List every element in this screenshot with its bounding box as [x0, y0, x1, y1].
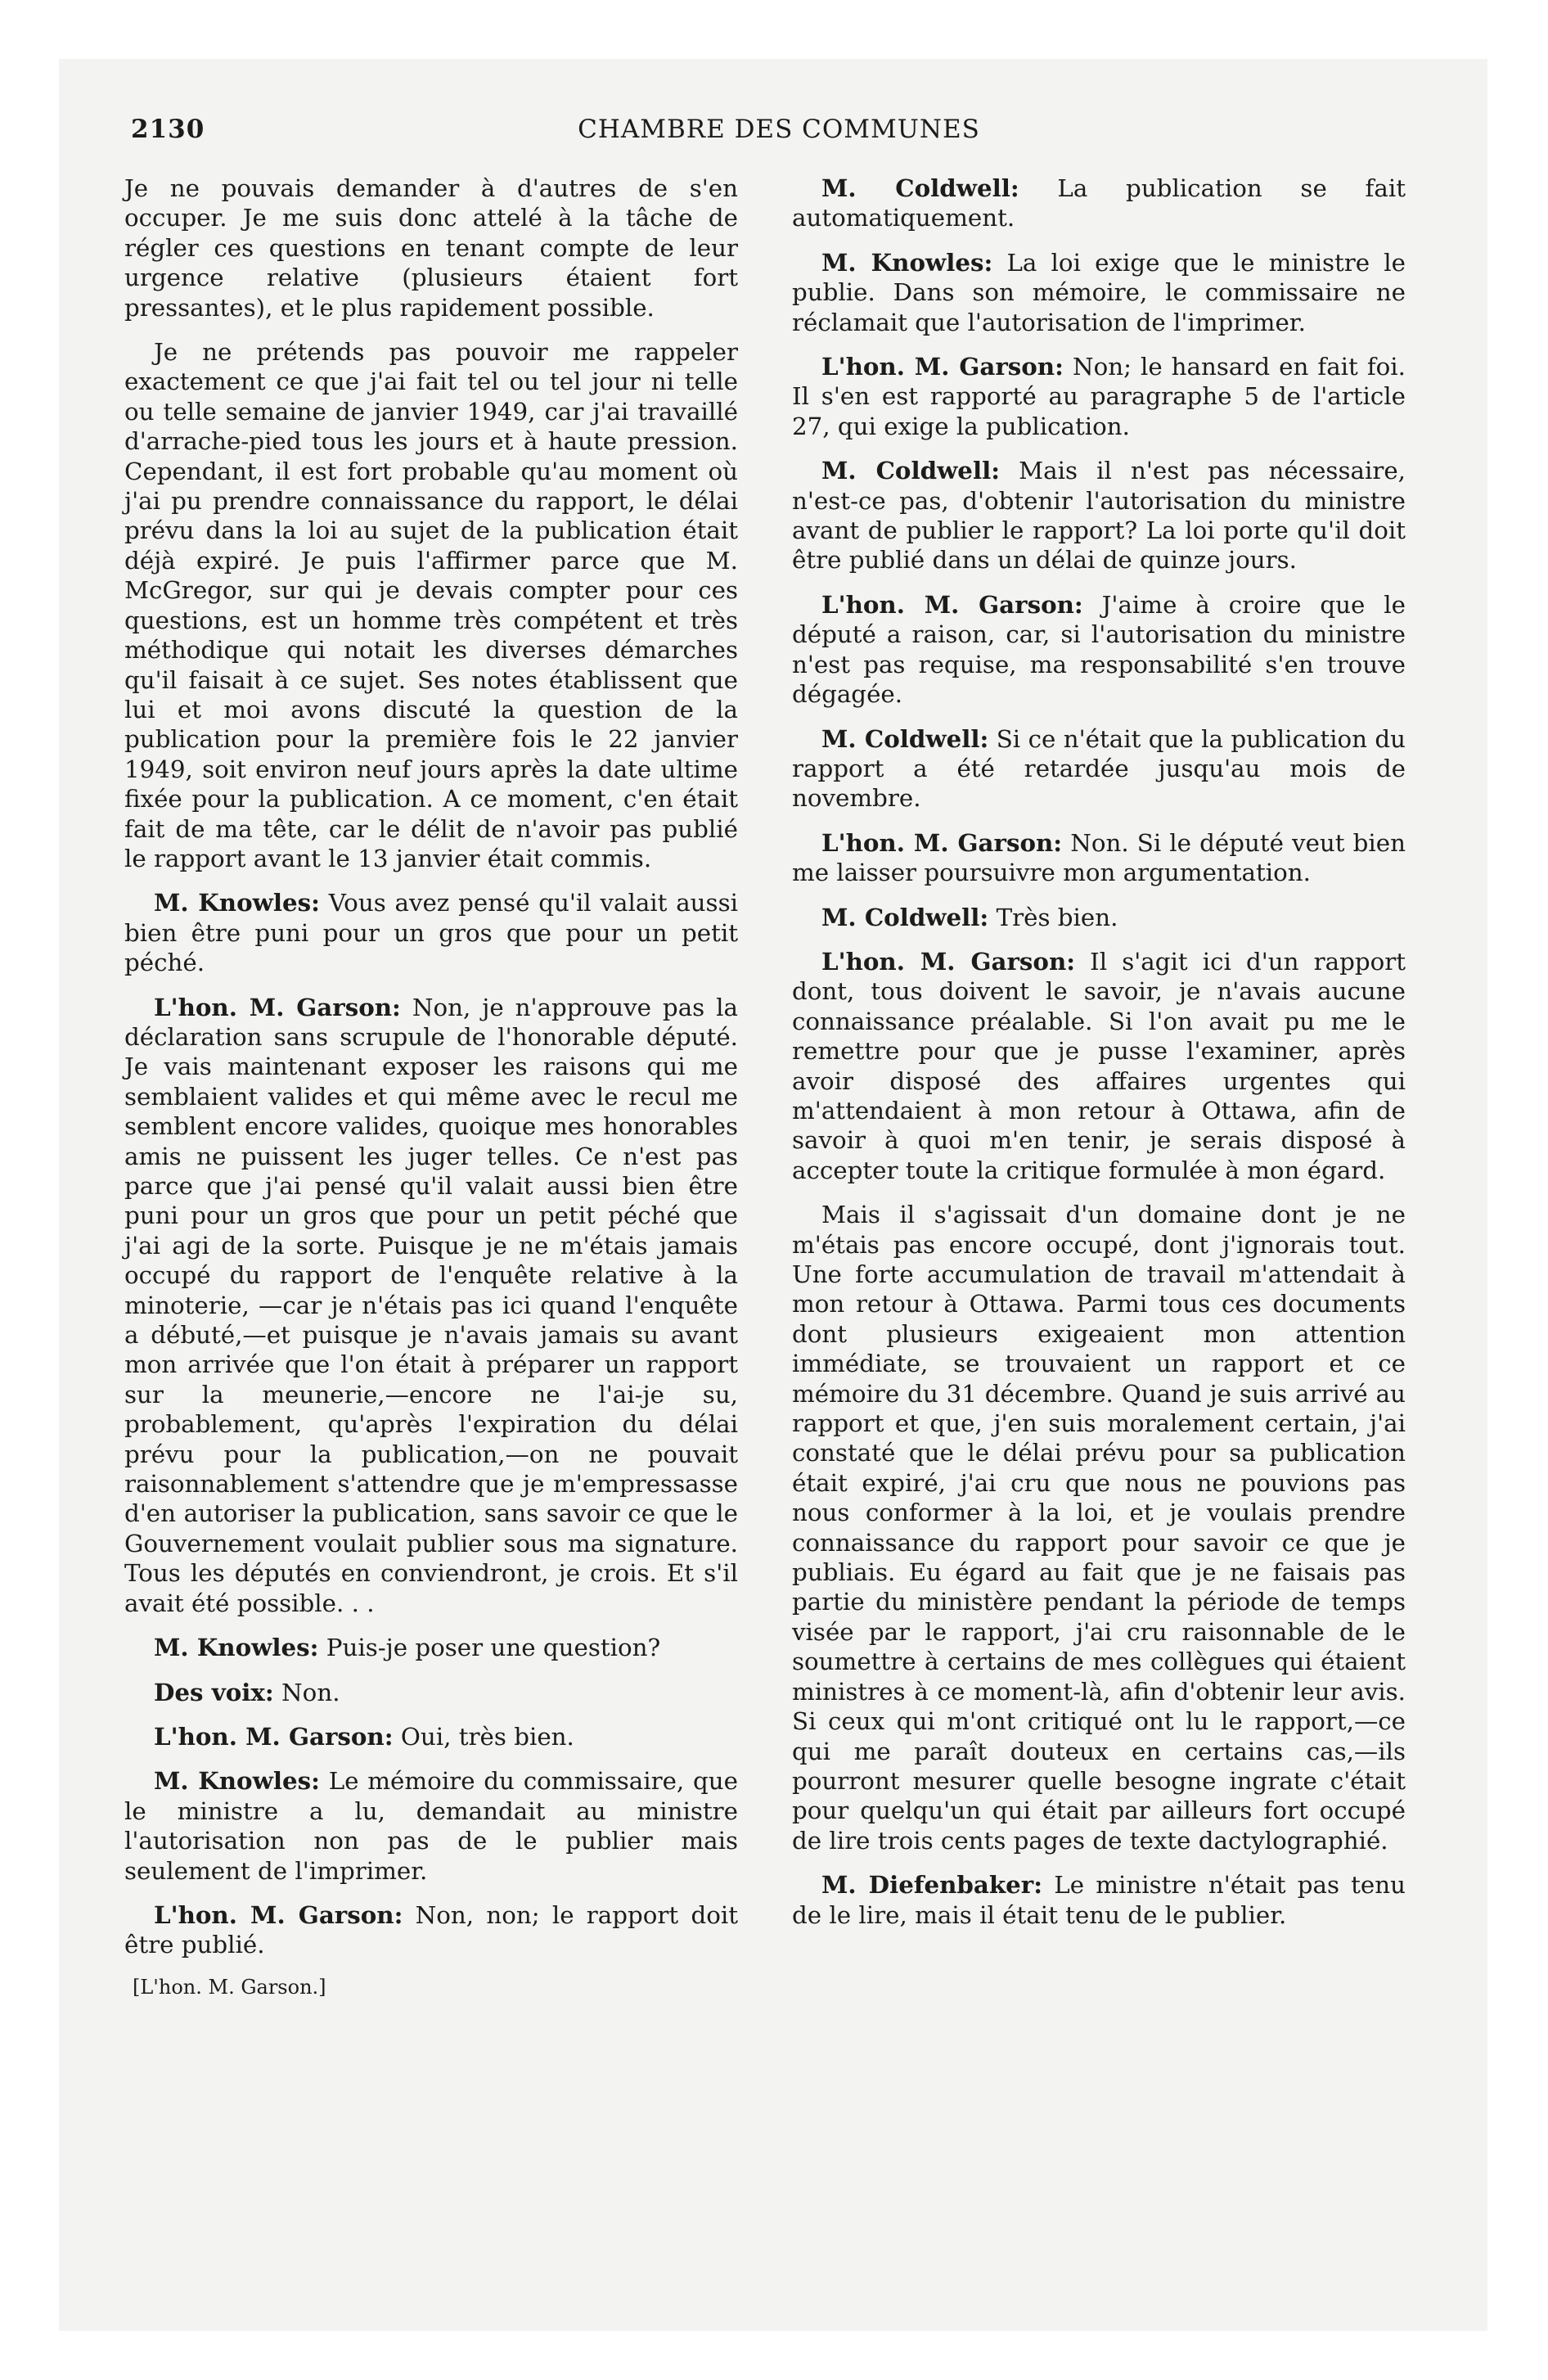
paragraph-text: Je ne pouvais demander à d'autres de s'en occuper. Je me suis donc attelé à la tâche de régler ces questions en tenant compte de leur urgence relative (plusieurs étaient fort pressantes), et le plus rapidement possible.: [124, 174, 738, 322]
speaker-name: L'hon. M. Garson:: [821, 589, 1083, 619]
speaker-name: L'hon. M. Garson:: [821, 352, 1064, 381]
page-header: [124, 115, 1433, 156]
speech-text: La publication se fait automatiquement.: [792, 174, 1406, 232]
speech-text: Non, non; le rapport doit être publié.: [124, 1900, 738, 1959]
speech-text: Le mémoire du commissaire, que le ministre a lu, demandait au ministre l'autorisation non pas de le publier mais seulement de l'imprimer.: [124, 1767, 738, 1885]
document-page: [59, 59, 1487, 2331]
speaker-name: M. Diefenbaker:: [821, 1870, 1043, 1900]
left-column: [124, 174, 738, 1999]
speech-text: Oui, très bien.: [400, 1722, 574, 1751]
speaker-footnote: [L'hon. M. Garson.]: [133, 1975, 326, 1999]
paragraph: [124, 174, 738, 322]
speech-paragraph: [124, 1678, 738, 1707]
speech-text: J'aime à croire que le député a raison, car, si l'autorisation du ministre n'est pas requise, ma responsabilité s'en trouve dégagée.: [792, 590, 1406, 709]
speaker-name: L'hon. M. Garson:: [154, 1900, 403, 1929]
speech-text: Il s'agit ici d'un rapport dont, tous doivent le savoir, je n'avais aucune connaissance préalable. Si l'on avait pu me le remettre pour que je pusse l'examiner, après avoir disposé des affaires urgentes qui m'attendaient à mon retour à Ottawa, afin de savoir à quoi m'en tenir, je serais disposé à accepter toute la critique formulée à mon égard.: [792, 947, 1406, 1184]
speech-paragraph: [792, 828, 1406, 888]
speech-paragraph: [792, 1870, 1406, 1930]
speaker-name: M. Knowles:: [154, 1766, 320, 1796]
speech-paragraph: [792, 903, 1406, 932]
speaker-name: M. Coldwell:: [821, 456, 1001, 485]
speech-text: Le ministre n'était pas tenu de le lire, mais il était tenu de le publier.: [792, 1871, 1406, 1929]
speech-paragraph: [792, 590, 1406, 710]
speech-paragraph: [792, 174, 1406, 233]
paragraph-text: Je ne prétends pas pouvoir me rappeler exactement ce que j'ai fait tel ou tel jour ni telle ou telle semaine de janvier 1949, car j'ai travaillé d'arrache-pied tous les jours et à haute pression. Cependant, il est fort probable qu'au moment où j'ai pu prendre connaissance du rapport, le délai prévu dans la loi au sujet de la publication était déjà expiré. Je puis l'affirmer parce que M. McGregor, sur qui je devais compter pour ces questions, est un homme très compétent et très méthodique qui notait les diverses démarches qu'il faisait à ce sujet. Ses notes établissent que lui et moi avons discuté la question de la publication pour la première fois le 22 janvier 1949, soit environ neuf jours après la date ultime fixée pour la publication. A ce moment, c'en était fait de ma tête, car le délit de n'avoir pas publié le rapport avant le 13 janvier était commis.: [124, 338, 738, 872]
speech-text: Non.: [281, 1678, 340, 1706]
speaker-name: Des voix:: [154, 1677, 274, 1706]
speech-paragraph: [124, 1766, 738, 1886]
speaker-name: M. Coldwell:: [821, 174, 1019, 202]
speaker-name: L'hon. M. Garson:: [821, 946, 1076, 976]
speech-paragraph: [124, 1900, 738, 1960]
speech-text: Puis-je poser une question?: [326, 1634, 661, 1662]
speaker-name: M. Knowles:: [154, 888, 320, 917]
speech-paragraph: [124, 993, 738, 1619]
speech-text: Non. Si le député veut bien me laisser poursuivre mon argumentation.: [792, 828, 1406, 887]
speech-paragraph: [792, 724, 1406, 814]
speech-paragraph: [792, 352, 1406, 441]
speech-paragraph: [792, 947, 1406, 1185]
right-column: [792, 174, 1406, 1945]
speech-text: Mais il n'est pas nécessaire, n'est-ce pas, d'obtenir l'autorisation du ministre avant de publier le rapport? La loi porte qu'il doit être publié dans un délai de quinze jours.: [792, 457, 1406, 575]
speech-paragraph: [792, 248, 1406, 337]
speaker-name: L'hon. M. Garson:: [154, 992, 401, 1021]
speech-text: Vous avez pensé qu'il valait aussi bien être puni pour un gros que pour un petit péché.: [124, 889, 738, 977]
speaker-name: M. Coldwell:: [821, 902, 989, 931]
speaker-name: M. Knowles:: [821, 247, 993, 277]
speech-paragraph: [124, 1633, 738, 1662]
speaker-name: M. Knowles:: [154, 1633, 319, 1662]
speech-text: La loi exige que le ministre le publie. Dans son mémoire, le commissaire ne réclamait que l'autorisation de l'imprimer.: [792, 248, 1406, 336]
paragraph: [124, 337, 738, 873]
speech-text: Non; le hansard en fait foi. Il s'en est rapporté au paragraphe 5 de l'article 27, qui exige la publication.: [792, 353, 1406, 440]
speaker-name: L'hon. M. Garson:: [821, 827, 1063, 857]
paragraph: [792, 1200, 1406, 1855]
running-title: CHAMBRE DES COMMUNES: [578, 115, 980, 144]
speaker-name: L'hon. M. Garson:: [154, 1721, 394, 1751]
speech-paragraph: [792, 456, 1406, 575]
speech-text: Si ce n'était que la publication du rapport a été retardée jusqu'au mois de novembre.: [792, 724, 1406, 813]
page-number: 2130: [131, 115, 205, 144]
speech-paragraph: [124, 1722, 738, 1751]
speech-text: Très bien.: [996, 903, 1118, 931]
speech-paragraph: [124, 888, 738, 977]
paragraph-text: Mais il s'agissait d'un domaine dont je ne m'étais pas encore occupé, dont j'ignorais tout. Une forte accumulation de travail m'attendait à mon retour à Ottawa. Parmi tous ces documents dont plusieurs exigeaient mon attention immédiate, se trouvaient un rapport et ce mémoire du 31 décembre. Quand je suis arrivé au rapport et que, j'en suis moralement certain, j'ai constaté que le délai prévu pour sa publication était expiré, j'ai cru que nous ne pouvions pas nous conformer à la loi, et je voulais prendre connaissance du rapport pour savoir ce que je publiais. Eu égard au fait que je ne faisais pas partie du ministère pendant la période de temps visée par le rapport, j'ai cru raisonnable de le soumettre à certains de mes collègues qui étaient ministres à ce moment-là, afin d'obtenir leur avis. Si ceux qui m'ont critiqué ont lu le rapport,—ce qui me paraît douteux en certains cas,—ils pourront mesurer quelle besogne ingrate c'était pour quelqu'un qui était par ailleurs fort occupé de lire trois cents pages de texte dactylographié.: [792, 1201, 1406, 1855]
speech-text: Non, je n'approuve pas la déclaration sans scrupule de l'honorable député. Je vais maintenant exposer les raisons qui me semblaient valides et qui même avec le recul me semblent encore valides, quoique mes honorables amis ne puissent les juger telles. Ce n'est pas parce que j'ai pensé qu'il valait aussi bien être puni pour un gros que pour un petit péché que j'ai agi de la sorte. Puisque je ne m'étais jamais occupé du rapport de l'enquête relative à la minoterie, —car je n'étais pas ici quand l'enquête a débuté,—et puisque je n'avais jamais su avant mon arrivée que l'on était à préparer un rapport sur la meunerie,—encore ne l'ai-je su, probablement, qu'après l'expiration du délai prévu pour la publication,—on ne pouvait raisonnablement s'attendre que je m'empressasse d'en autoriser la publication, sans savoir ce que le Gouvernement voulait publier sous ma signature. Tous les députés en conviendront, je crois. Et s'il avait été possible. . .: [124, 993, 739, 1617]
speaker-name: M. Coldwell:: [821, 723, 989, 753]
